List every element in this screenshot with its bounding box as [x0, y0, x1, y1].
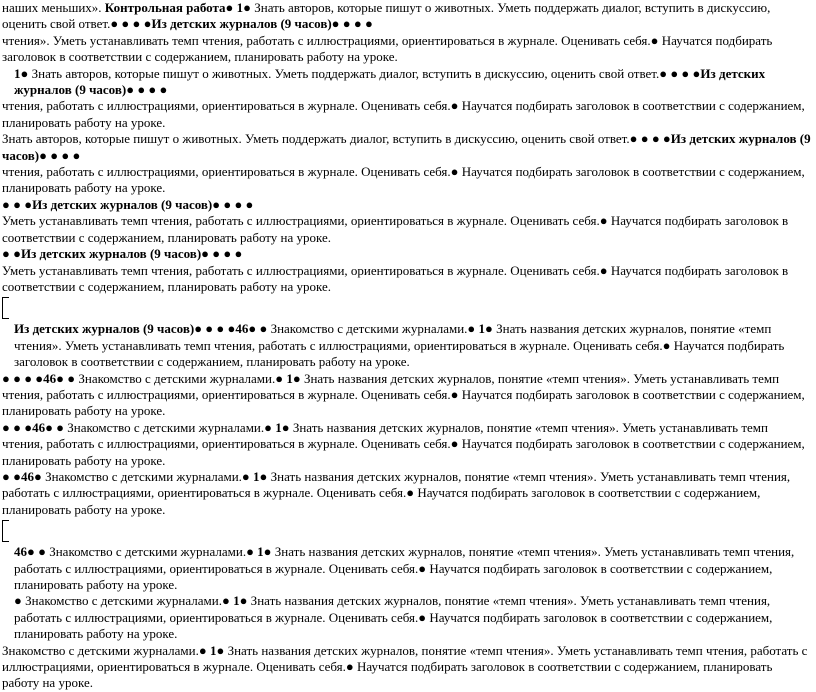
paragraph-13	[2, 420, 812, 469]
bold-run: 1	[257, 544, 264, 560]
paragraph-8	[2, 213, 812, 246]
bold-run: 46	[14, 544, 27, 560]
paragraph-6	[2, 164, 812, 197]
bold-run: 1	[478, 321, 486, 337]
text-run: ● ●	[2, 246, 21, 262]
bold-run: 1	[14, 65, 21, 81]
text-run: ● ● Знакомство с детскими журналами.●	[56, 370, 287, 386]
text-run: ● ● ● ●	[39, 147, 81, 163]
text-run: ● Знать названия детских журналов, понятие «темп чтения». Уметь устанавливать темп чтения, работать с иллюстрациями, ориентироваться в журнале. Оценивать себя.● Научатся подбирать заголовок в соответствии с содержанием, планировать работу на уроке.	[2, 419, 805, 468]
text-run: ● ● ●	[2, 419, 33, 435]
bold-run: Из детских журналов (9 часов)	[32, 196, 213, 212]
text-run: Уметь устанавливать темп чтения, работать с иллюстрациями, ориентироваться в журнале. Оценивать себя.● Научатся подбирать заголовок в соответствии с содержанием, планировать работу на уроке.	[2, 262, 789, 294]
bold-run: 1	[236, 0, 244, 15]
text-run: ● ● ● ●	[194, 321, 236, 337]
bold-run: Контрольная работа	[104, 0, 226, 15]
bold-run: Из детских журналов (9 часов)	[14, 65, 766, 98]
text-run: Уметь устанавливать темп чтения, работать с иллюстрациями, ориентироваться в журнале. Оценивать себя.● Научатся подбирать заголовок в соответствии с содержанием, планировать работу на уроке.	[2, 213, 789, 245]
text-run: ● Знакомство с детскими журналами.●	[14, 593, 234, 609]
text-run: ● ● Знакомство с детскими журналами.●	[248, 321, 479, 337]
table-cell-border	[2, 520, 9, 542]
text-run: ● Знать названия детских журналов, понятие «темп чтения». Уметь устанавливать темп чтения, работать с иллюстрациями, ориентироваться в журнале. Оценивать себя.● Научатся подбирать заголовок в соответствии с содержанием, планировать работу на уроке.	[2, 642, 808, 691]
text-run: ● Знать названия детских журналов, понятие «темп чтения». Уметь устанавливать темп чтения, работать с иллюстрациями, ориентироваться в журнале. Оценивать себя.● Научатся подбирать заголовок в соответствии с содержанием, планировать работу на уроке.	[14, 593, 773, 642]
text-run: ● ● ● ●	[201, 246, 243, 262]
document-body	[2, 0, 812, 692]
paragraph-15	[2, 544, 812, 593]
paragraph-10	[2, 263, 812, 296]
paragraph-11	[2, 321, 812, 370]
bold-run: 46	[235, 321, 249, 337]
paragraph-3	[2, 66, 812, 99]
paragraph-1	[2, 0, 812, 33]
paragraph-5	[2, 131, 812, 164]
text-run: ● ● ● ●	[331, 16, 373, 32]
paragraph-12	[2, 371, 812, 420]
text-run: ● Знать названия детских журналов, понятие «темп чтения». Уметь устанавливать темп чтения, работать с иллюстрациями, ориентироваться в журнале. Оценивать себя.● Научатся подбирать заголовок в соответствии с содержанием, планировать работу на уроке.	[14, 321, 785, 370]
text-run: ● Знать авторов, которые пишут о животных. Уметь поддержать диалог, вступить в дискуссию, оценить свой ответ.● ● ● ●	[20, 65, 701, 81]
text-run: чтения, работать с иллюстрациями, ориентироваться в журнале. Оценивать себя.● Научатся подбирать заголовок в соответствии с содержанием, планировать работу на уроке.	[2, 98, 805, 130]
bold-run: 1	[233, 593, 240, 609]
bold-run: 1	[253, 468, 260, 484]
text-run: Знать авторов, которые пишут о животных. Уметь поддержать диалог, вступить в дискуссию, оценить свой ответ.● ● ● ●	[2, 131, 671, 147]
bold-run: 46	[20, 468, 34, 484]
bold-run: Из детских журналов (9 часов)	[2, 131, 811, 163]
text-run: ● ● ●	[2, 196, 33, 212]
text-run: ● Знать названия детских журналов, понятие «темп чтения». Уметь устанавливать темп чтения, работать с иллюстрациями, ориентироваться в журнале. Оценивать себя.● Научатся подбирать заголовок в соответствии с содержанием, планировать работу на уроке.	[2, 468, 791, 517]
bold-run: 1	[275, 419, 282, 435]
text-run: чтения, работать с иллюстрациями, ориентироваться в журнале. Оценивать себя.● Научатся подбирать заголовок в соответствии с содержанием, планировать работу на уроке.	[2, 164, 805, 196]
text-run: чтения». Уметь устанавливать темп чтения, работать с иллюстрациями, ориентироваться в журнале. Оценивать себя.● Научатся подбирать заголовок в соответствии с содержанием, планировать работу на уроке.	[2, 32, 773, 65]
bold-run: 46	[32, 419, 46, 435]
text-run: ●	[225, 0, 237, 15]
bold-run: 1	[286, 370, 293, 386]
text-run: ● ● ● ●	[2, 370, 44, 386]
text-run: ● Знать авторов, которые пишут о животных. Уметь поддержать диалог, вступить в дискуссию, оценить свой ответ.● ● ● ●	[2, 0, 771, 32]
bold-run: Из детских журналов (9 часов)	[14, 321, 195, 337]
bold-run: Из детских журналов (9 часов)	[20, 246, 202, 262]
text-run: Знакомство с детскими журналами.●	[2, 642, 210, 658]
bold-run: 46	[43, 370, 57, 386]
paragraph-17	[2, 643, 812, 692]
bold-run: 1	[209, 642, 217, 658]
bold-run: Из детских журналов (9 часов)	[151, 16, 332, 32]
paragraph-14	[2, 469, 812, 518]
paragraph-16	[2, 593, 812, 642]
text-run: ● Знать названия детских журналов, понятие «темп чтения». Уметь устанавливать темп чтения, работать с иллюстрациями, ориентироваться в журнале. Оценивать себя.● Научатся подбирать заголовок в соответствии с содержанием, планировать работу на уроке.	[14, 544, 795, 592]
text-run: ● Знакомство с детскими журналами.●	[33, 468, 254, 484]
table-cell-border	[2, 297, 9, 319]
paragraph-7	[2, 197, 812, 213]
text-run: ● ● ● ●	[212, 196, 254, 212]
text-run: ● Знать названия детских журналов, понятие «темп чтения». Уметь устанавливать темп чтения, работать с иллюстрациями, ориентироваться в журнале. Оценивать себя.● Научатся подбирать заголовок в соответствии с содержанием, планировать работу на уроке.	[2, 370, 805, 419]
paragraph-4	[2, 98, 812, 131]
text-run: ● ●	[2, 468, 21, 484]
text-run: ● ● Знакомство с детскими журналами.●	[45, 419, 276, 435]
text-run: ● ● Знакомство с детскими журналами.●	[27, 544, 258, 560]
paragraph-9	[2, 246, 812, 262]
text-run: ● ● ● ●	[126, 82, 168, 98]
paragraph-2	[2, 33, 812, 66]
text-run: наших меньших».	[2, 0, 105, 15]
